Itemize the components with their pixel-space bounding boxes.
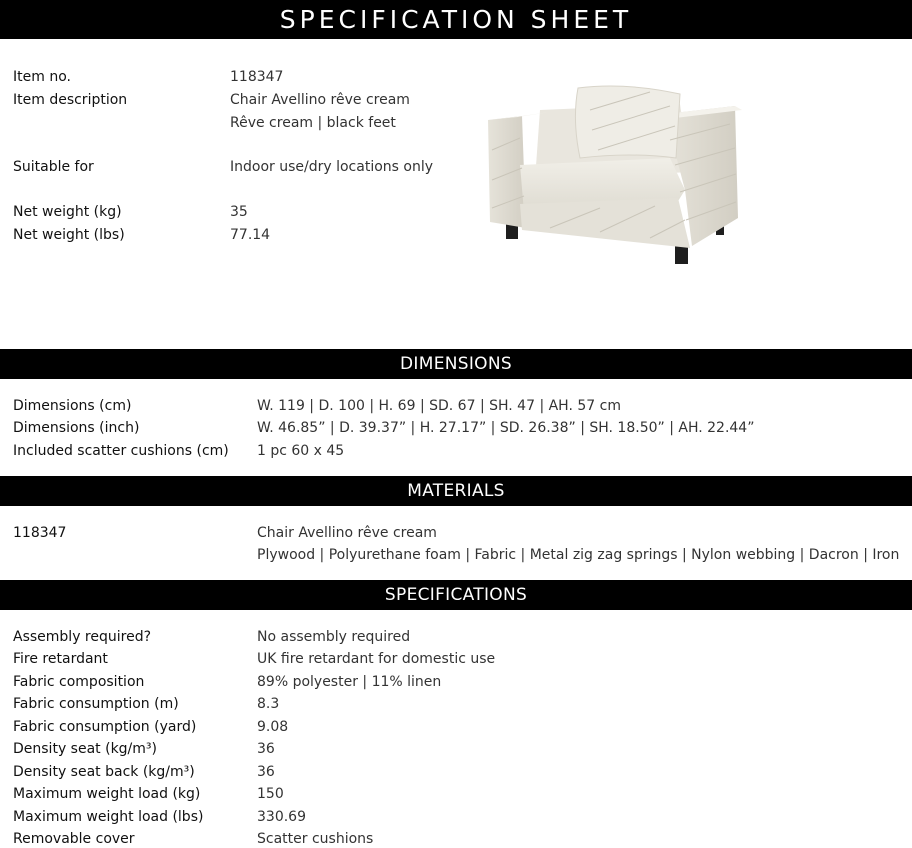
spec-density-seat-back-label: Density seat back (kg/m³) bbox=[13, 764, 195, 780]
dimensions-inch-label: Dimensions (inch) bbox=[13, 420, 140, 436]
spec-max-weight-lbs-label: Maximum weight load (lbs) bbox=[13, 809, 204, 825]
spec-density-seat-label: Density seat (kg/m³) bbox=[13, 741, 157, 757]
spec-max-weight-kg-label: Maximum weight load (kg) bbox=[13, 786, 201, 802]
dimensions-heading: DIMENSIONS bbox=[400, 354, 512, 374]
dimensions-header bbox=[0, 349, 912, 379]
scatter-cushions-value: 1 pc 60 x 45 bbox=[257, 443, 345, 459]
spec-assembly-value: No assembly required bbox=[257, 629, 411, 645]
spec-fabric-composition-value: 89% polyester | 11% linen bbox=[257, 674, 442, 690]
spec-density-seat-back-value: 36 bbox=[257, 764, 275, 780]
item-description-variant: Rêve cream | black feet bbox=[230, 115, 396, 131]
spec-fire-retardant-label: Fire retardant bbox=[13, 651, 108, 667]
spec-removable-cover-label: Removable cover bbox=[13, 831, 135, 847]
spec-assembly-label: Assembly required? bbox=[13, 629, 152, 645]
specifications-header bbox=[0, 580, 912, 610]
spec-fabric-composition-label: Fabric composition bbox=[13, 674, 145, 690]
spec-max-weight-kg-value: 150 bbox=[257, 786, 284, 802]
spec-fabric-consumption-yard-label: Fabric consumption (yard) bbox=[13, 719, 197, 735]
materials-list: Plywood | Polyurethane foam | Fabric | Metal zig zag springs | Nylon webbing | Dacron | Iron bbox=[257, 547, 900, 563]
materials-item-no: 118347 bbox=[13, 525, 67, 541]
spec-density-seat-value: 36 bbox=[257, 741, 275, 757]
materials-heading: MATERIALS bbox=[407, 481, 505, 501]
suitable-for-value: Indoor use/dry locations only bbox=[230, 159, 434, 175]
item-description-label: Item description bbox=[13, 92, 128, 108]
materials-header bbox=[0, 476, 912, 506]
net-weight-kg-value: 35 bbox=[230, 204, 248, 220]
specifications-heading: SPECIFICATIONS bbox=[384, 585, 528, 605]
suitable-for-label: Suitable for bbox=[13, 159, 94, 175]
net-weight-lbs-value: 77.14 bbox=[230, 227, 271, 243]
spec-fabric-consumption-yard-value: 9.08 bbox=[257, 719, 289, 735]
spec-fabric-consumption-m-label: Fabric consumption (m) bbox=[13, 696, 179, 712]
page-title: SPECIFICATION SHEET bbox=[279, 5, 633, 34]
dimensions-cm-value: W. 119 | D. 100 | H. 69 | SD. 67 | SH. 47 | AH. 57 cm bbox=[257, 398, 621, 414]
item-no-value: 118347 bbox=[230, 69, 284, 85]
spec-fabric-consumption-m-value: 8.3 bbox=[257, 696, 280, 712]
spec-fire-retardant-value: UK fire retardant for domestic use bbox=[257, 651, 496, 667]
item-description-value: Chair Avellino rêve cream bbox=[230, 92, 410, 108]
armchair-image bbox=[480, 80, 745, 270]
net-weight-kg-label: Net weight (kg) bbox=[13, 204, 122, 220]
scatter-cushions-label: Included scatter cushions (cm) bbox=[13, 443, 229, 459]
dimensions-inch-value: W. 46.85” | D. 39.37” | H. 27.17” | SD. 26.38” | SH. 18.50” | AH. 22.44” bbox=[257, 420, 755, 436]
spec-max-weight-lbs-value: 330.69 bbox=[257, 809, 306, 825]
dimensions-cm-label: Dimensions (cm) bbox=[13, 398, 132, 414]
materials-item-name: Chair Avellino rêve cream bbox=[257, 525, 437, 541]
spec-removable-cover-value: Scatter cushions bbox=[257, 831, 374, 847]
page-title-bar bbox=[0, 0, 912, 39]
net-weight-lbs-label: Net weight (lbs) bbox=[13, 227, 125, 243]
item-no-label: Item no. bbox=[13, 69, 71, 85]
